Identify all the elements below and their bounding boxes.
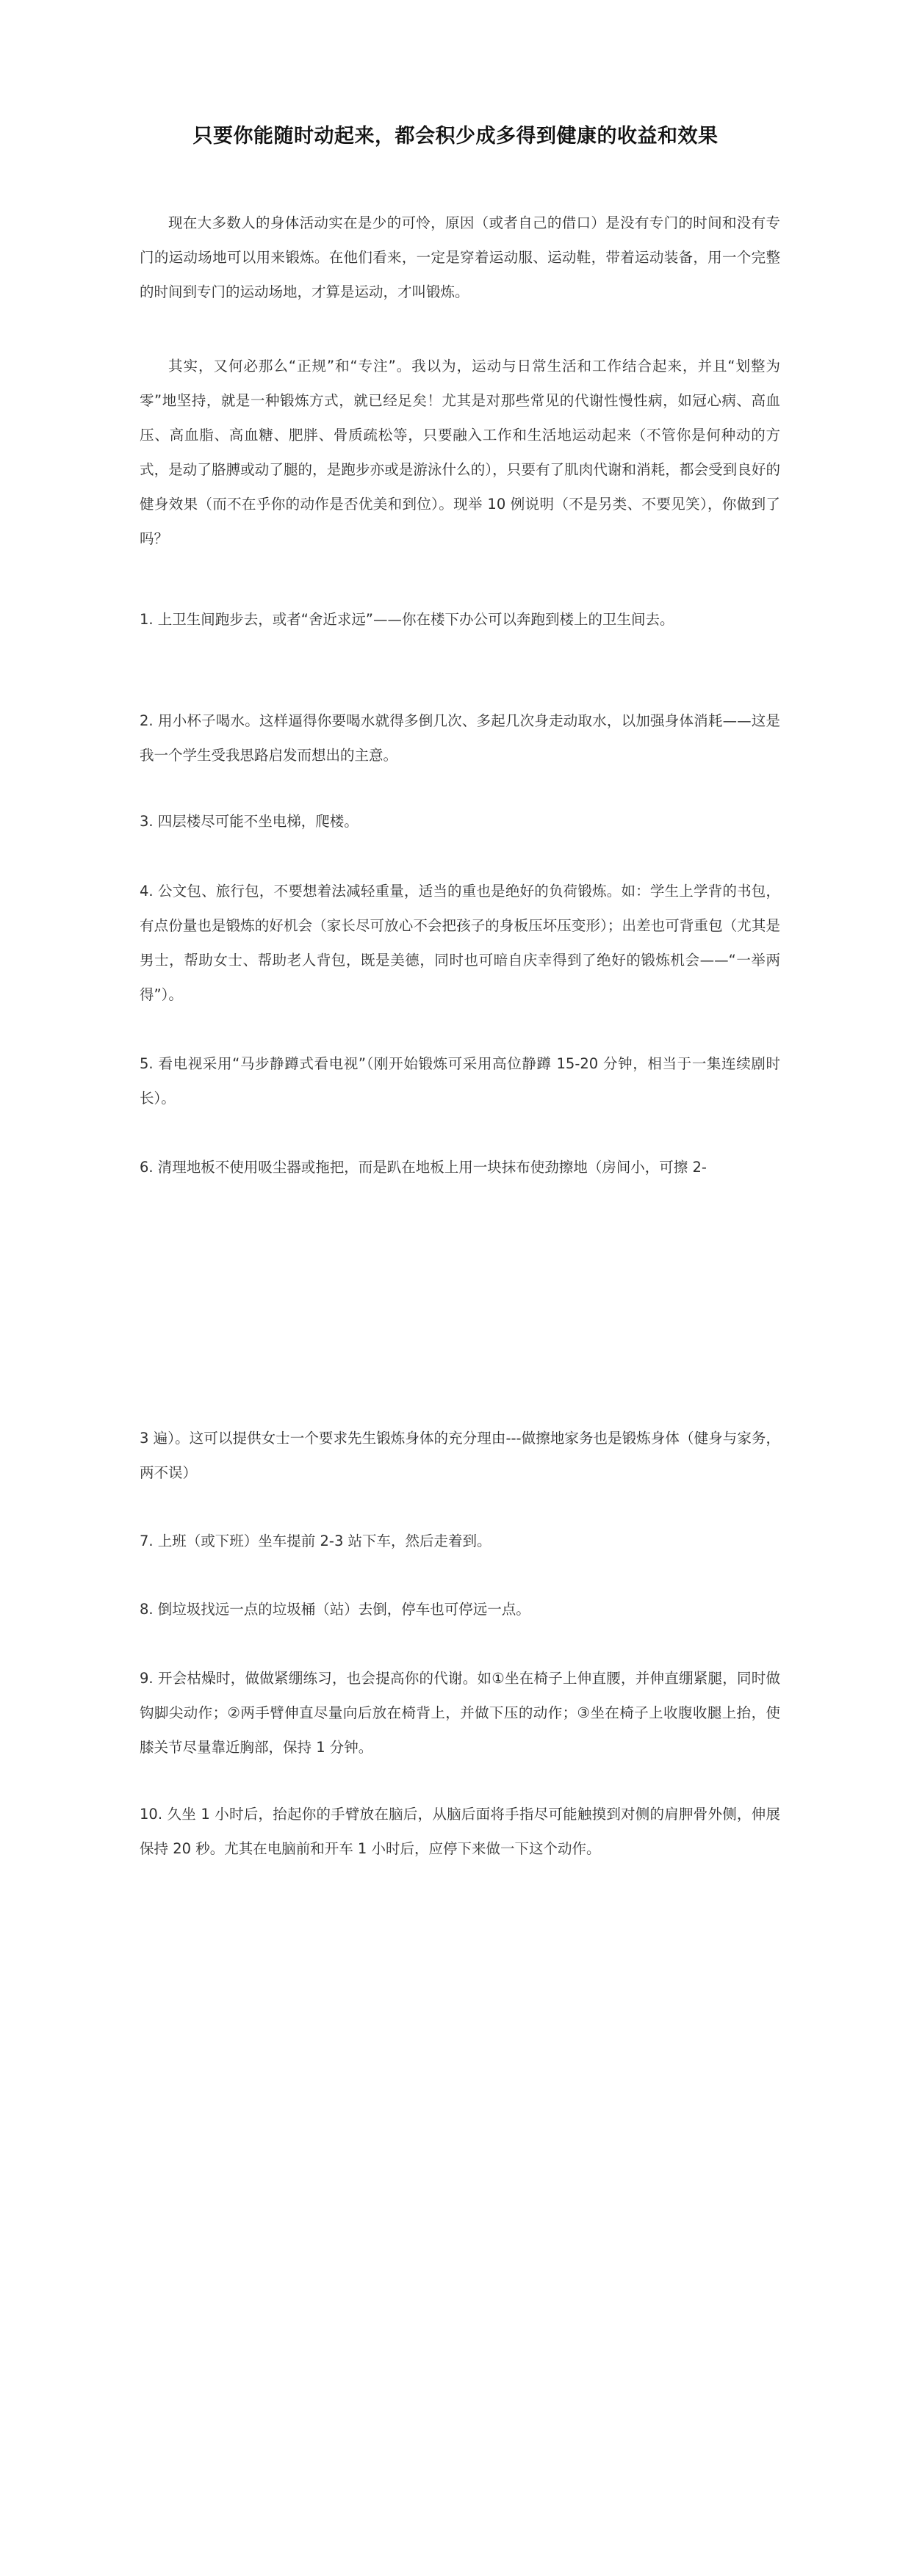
list-item: 5. 看电视采用“马步静蹲式看电视”（刚开始锻炼可采用高位静蹲 15-20 分钟，相当于一集连续剧时长）。 xyxy=(140,1055,780,1107)
intro-paragraph: 现在大多数人的身体活动实在是少的可怜，原因（或者自己的借口）是没有专门的时间和没有专门的运动场地可以用来锻炼。在他们看来，一定是穿着运动服、运动鞋，带着运动装备，用一个完整的时间到专门的运动场地，才算是运动，才叫锻炼。 xyxy=(140,214,780,300)
list-item: 7. 上班（或下班）坐车提前 2-3 站下车，然后走着到。 xyxy=(140,1533,491,1549)
list-item: 2. 用小杯子喝水。这样逼得你要喝水就得多倒几次、多起几次身走动取水，以加强身体消耗——这是我一个学生受我思路启发而想出的主意。 xyxy=(140,712,780,764)
list-item: 9. 开会枯燥时，做做紧绷练习，也会提高你的代谢。如①坐在椅子上伸直腰，并伸直绷紧腿，同时做钩脚尖动作；②两手臂伸直尽量向后放在椅背上，并做下压的动作；③坐在椅子上收腹收腿上抬，使膝关节尽量靠近胸部，保持 1 分钟。 xyxy=(140,1670,780,1756)
argument-paragraph: 其实，又何必那么“正规”和“专注”。我以为，运动与日常生活和工作结合起来，并且“划整为零”地坚持，就是一种锻炼方式，就已经足矣！尤其是对那些常见的代谢性慢性病，如冠心病、高血压、高血脂、高血糖、肥胖、骨质疏松等，只要融入工作和生活地运动起来（不管你是何种动的方式，是动了胳膊或动了腿的，是跑步亦或是游泳什么的），只要有了肌肉代谢和消耗，都会受到良好的健身效果（而不在乎你的动作是否优美和到位）。现举 10 例说明（不是另类、不要见笑），你做到了吗？ xyxy=(140,358,780,547)
document-title: 只要你能随时动起来，都会积少成多得到健康的收益和效果 xyxy=(192,125,719,148)
list-item: 10. 久坐 1 小时后，抬起你的手臂放在脑后，从脑后面将手指尽可能触摸到对侧的肩胛骨外侧，伸展保持 20 秒。尤其在电脑前和开车 1 小时后，应停下来做一下这个动作。 xyxy=(140,1806,780,1857)
list-item-continuation: 3 遍）。这可以提供女士一个要求先生锻炼身体的充分理由---做擦地家务也是锻炼身体（健身与家务，两不误） xyxy=(140,1430,780,1481)
list-item: 8. 倒垃圾找远一点的垃圾桶（站）去倒，停车也可停远一点。 xyxy=(140,1601,530,1618)
list-item: 1. 上卫生间跑步去，或者“舍近求远”——你在楼下办公可以奔跑到楼上的卫生间去。 xyxy=(140,611,674,628)
list-item: 6. 清理地板不使用吸尘器或拖把，而是趴在地板上用一块抹布使劲擦地（房间小，可擦 2- xyxy=(140,1159,707,1176)
list-item: 4. 公文包、旅行包，不要想着法减轻重量，适当的重也是绝好的负荷锻炼。如：学生上学背的书包，有点份量也是锻炼的好机会（家长尽可放心不会把孩子的身板压坏压变形）；出差也可背重包（尤其是男士，帮助女士、帮助老人背包，既是美德，同时也可暗自庆幸得到了绝好的锻炼机会——“一举两得”）。 xyxy=(140,883,780,1003)
list-item: 3. 四层楼尽可能不坐电梯，爬楼。 xyxy=(140,813,359,830)
